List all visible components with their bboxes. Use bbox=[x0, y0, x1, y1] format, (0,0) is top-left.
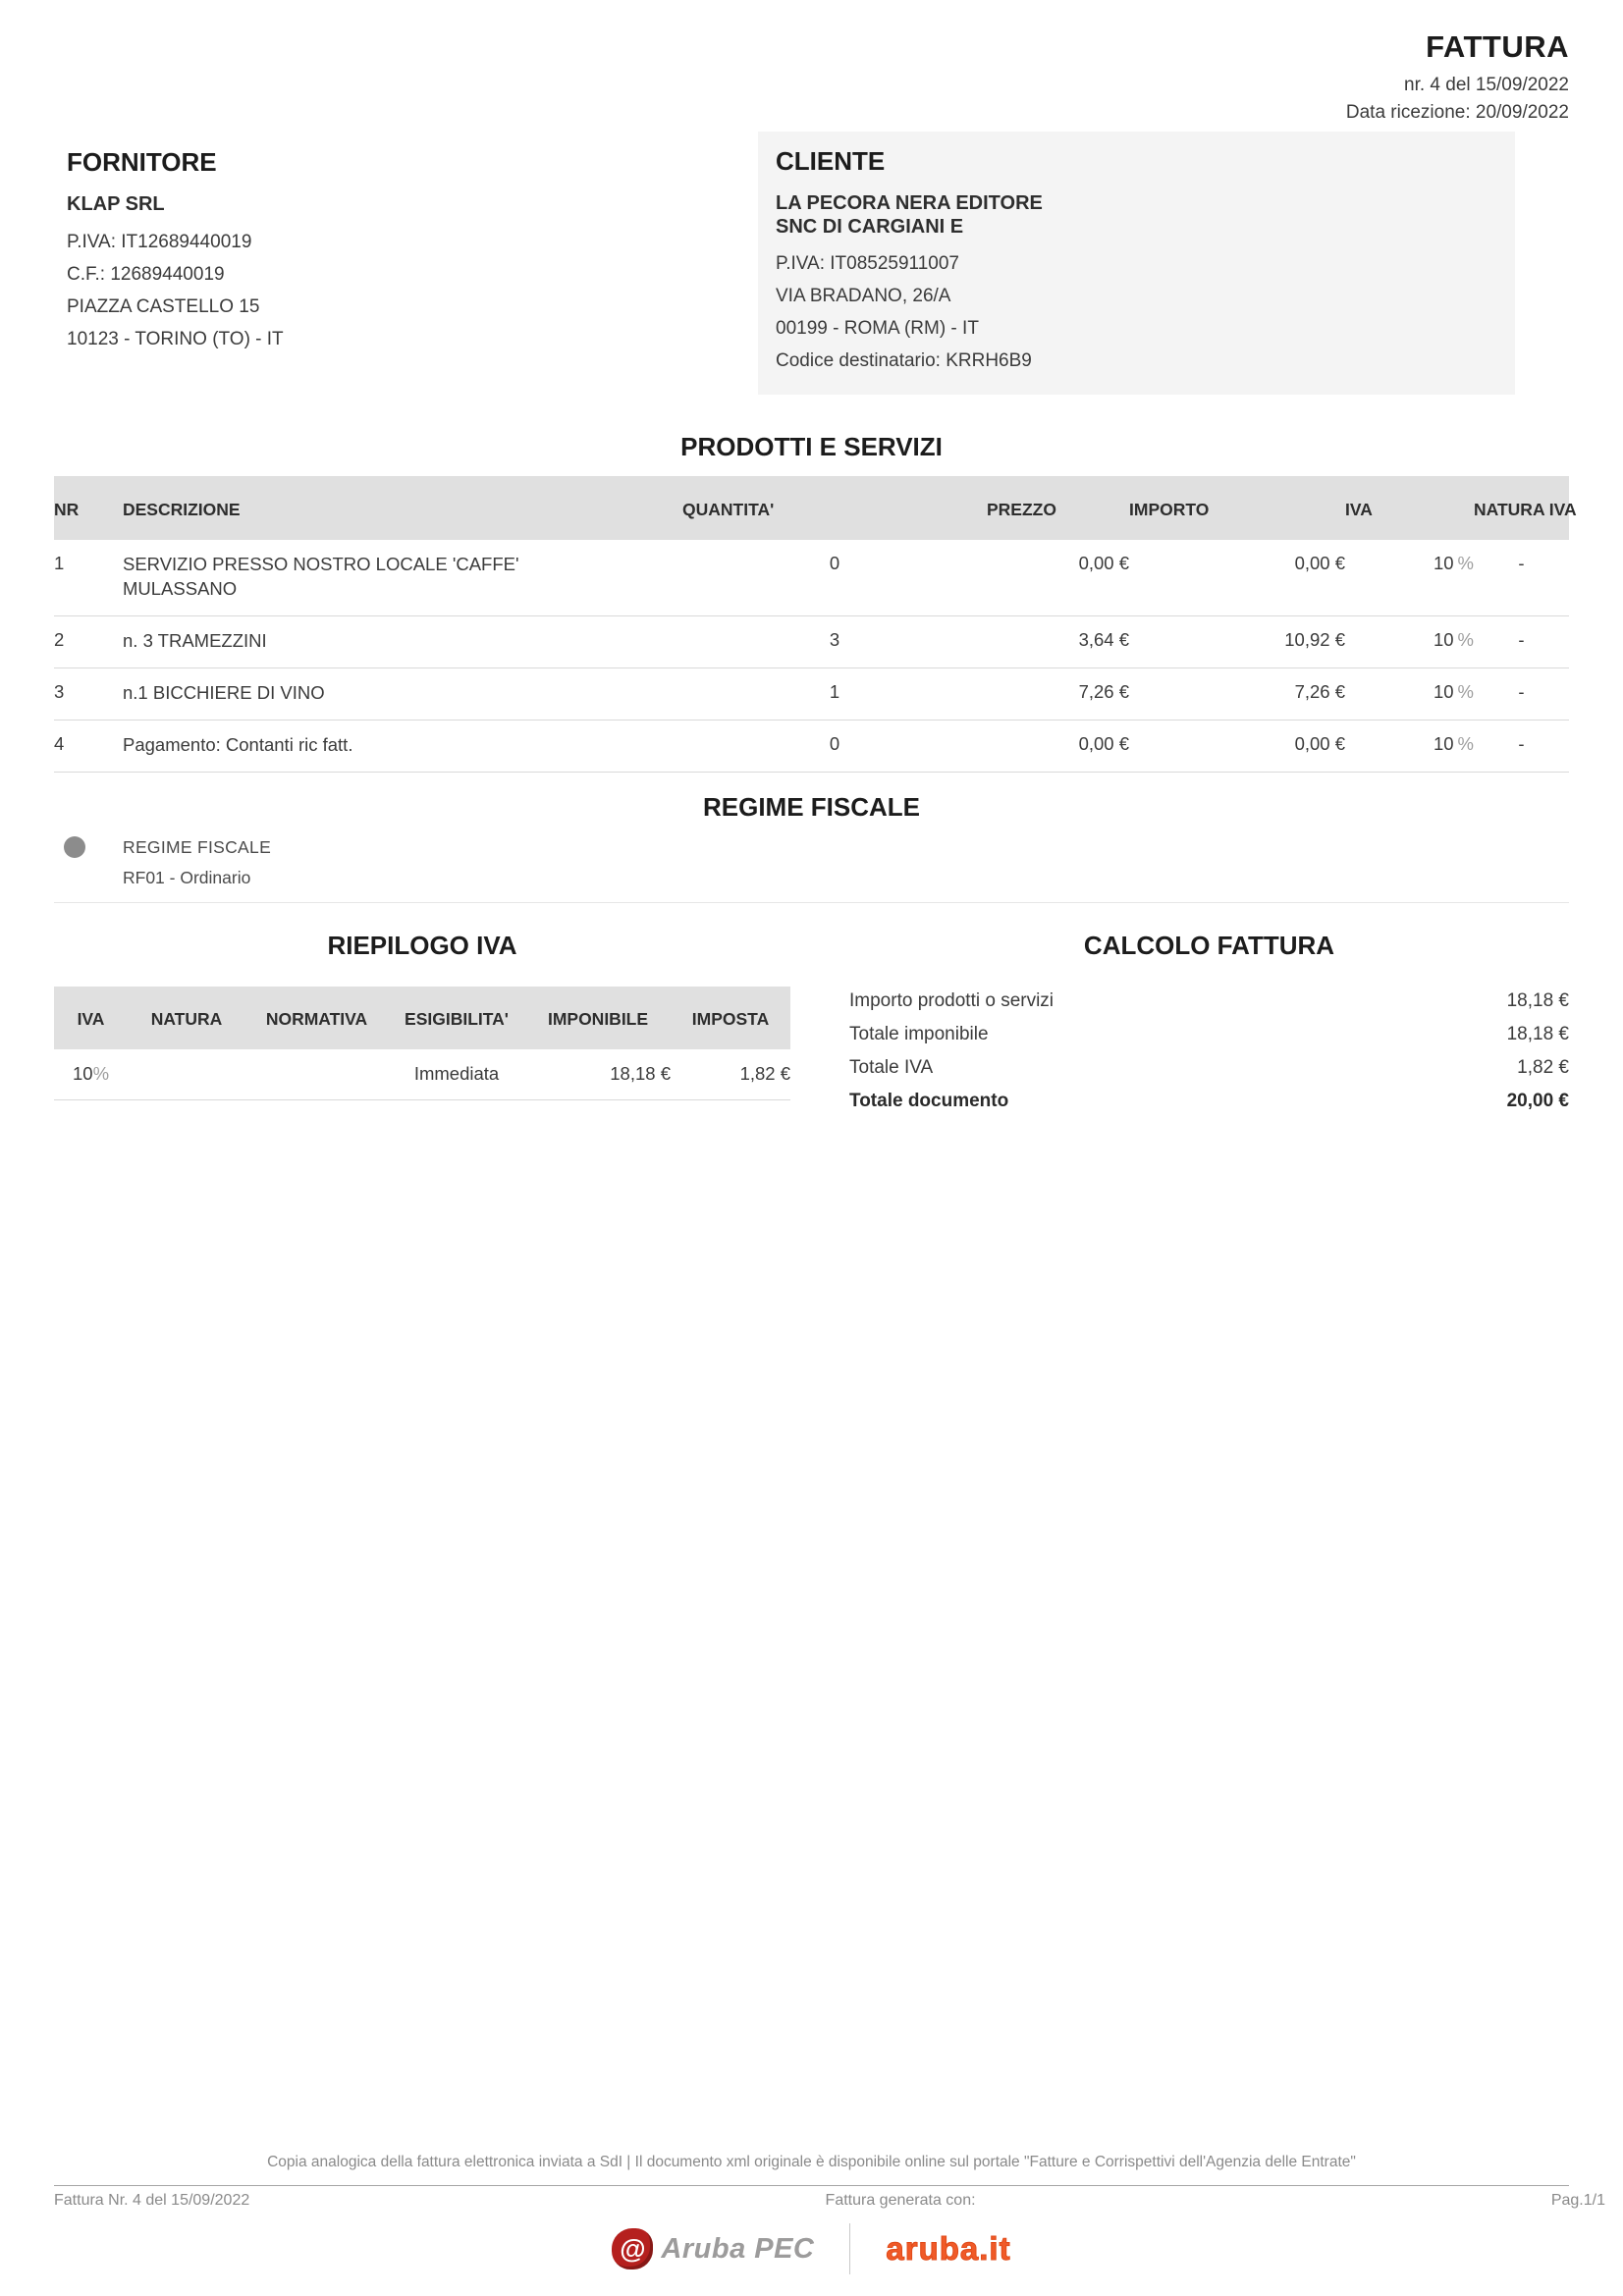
cell-iva: 10 % bbox=[1433, 553, 1474, 574]
cell-quantita: 3 bbox=[829, 629, 840, 651]
aruba-pec-logo bbox=[612, 2228, 814, 2269]
col-header-normativa: NORMATIVA bbox=[265, 1009, 368, 1030]
footer-invoice-ref: Fattura Nr. 4 del 15/09/2022 bbox=[54, 2192, 250, 2209]
supplier-block bbox=[54, 132, 741, 395]
aruba-pec-label: Aruba PEC bbox=[661, 2232, 815, 2265]
regime-section-title: REGIME FISCALE bbox=[702, 792, 920, 823]
cell-natura-iva: - bbox=[1518, 733, 1525, 755]
calc-label: Totale documento bbox=[849, 1091, 1009, 1112]
footer-logos bbox=[0, 2217, 1623, 2280]
supplier-heading: FORNITORE bbox=[67, 147, 217, 177]
calc-value: 20,00 € bbox=[1506, 1091, 1569, 1112]
riepilogo-title: RIEPILOGO IVA bbox=[327, 931, 517, 961]
cell-importo: 0,00 € bbox=[1294, 553, 1345, 574]
calcolo-fattura-block bbox=[849, 931, 1569, 1118]
calc-row-totale-imponibile bbox=[849, 1018, 1569, 1051]
table-row bbox=[54, 721, 1569, 773]
calc-value: 18,18 € bbox=[1506, 990, 1569, 1012]
cell-nr: 1 bbox=[54, 553, 65, 574]
table-row bbox=[54, 616, 1569, 668]
calc-label: Importo prodotti o servizi bbox=[849, 990, 1055, 1012]
regime-label: REGIME FISCALE bbox=[123, 836, 272, 857]
riepilogo-table bbox=[54, 987, 790, 1100]
calc-row-totale-documento bbox=[849, 1085, 1569, 1118]
riepilogo-iva-block bbox=[54, 931, 790, 1118]
document-title: FATTURA bbox=[1426, 29, 1569, 64]
reception-date-line: Data ricezione: 20/09/2022 bbox=[1345, 102, 1569, 123]
cell-esigibilita: Immediata bbox=[413, 1063, 500, 1085]
col-header-imposta: IMPOSTA bbox=[691, 1009, 770, 1030]
col-header-iva: IVA bbox=[77, 1009, 105, 1030]
riepilogo-header-row bbox=[54, 987, 790, 1049]
customer-city: 00199 - ROMA (RM) - IT bbox=[776, 318, 979, 340]
cell-prezzo: 0,00 € bbox=[1078, 733, 1129, 755]
customer-vat: P.IVA: IT08525911007 bbox=[776, 253, 959, 275]
cell-iva: 10 % bbox=[1433, 629, 1474, 651]
cell-prezzo: 7,26 € bbox=[1078, 681, 1129, 703]
col-header-prezzo: PREZZO bbox=[987, 500, 1056, 520]
cell-iva: 10 % bbox=[1433, 733, 1474, 755]
cell-normativa bbox=[245, 1049, 388, 1100]
col-header-esigibilita: ESIGIBILITA' bbox=[405, 1009, 509, 1030]
supplier-fiscal-code: C.F.: 12689440019 bbox=[67, 263, 225, 285]
cell-natura bbox=[128, 1049, 245, 1100]
footer-divider bbox=[54, 2185, 1569, 2186]
cell-importo: 0,00 € bbox=[1294, 733, 1345, 755]
logo-divider bbox=[849, 2223, 850, 2274]
cell-quantita: 1 bbox=[829, 681, 840, 703]
cell-prezzo: 0,00 € bbox=[1078, 553, 1129, 574]
table-row bbox=[54, 668, 1569, 721]
cell-nr: 2 bbox=[54, 629, 65, 651]
aruba-it-logo: aruba.it bbox=[886, 2230, 1011, 2267]
page-footer bbox=[0, 2154, 1623, 2280]
col-header-natura: NATURA bbox=[150, 1009, 223, 1030]
regime-block bbox=[54, 836, 1569, 903]
col-header-quantita: QUANTITA' bbox=[682, 500, 775, 520]
cell-prezzo: 3,64 € bbox=[1078, 629, 1129, 651]
col-header-nr: NR bbox=[54, 500, 80, 520]
col-header-natura-iva: NATURA IVA bbox=[1474, 500, 1577, 520]
col-header-iva: IVA bbox=[1345, 500, 1373, 520]
cell-importo: 7,26 € bbox=[1294, 681, 1345, 703]
summary-section bbox=[54, 931, 1569, 1118]
cell-imposta: 1,82 € bbox=[739, 1063, 790, 1085]
col-header-importo: IMPORTO bbox=[1129, 500, 1210, 520]
products-table bbox=[54, 476, 1577, 773]
cell-descrizione: n.1 BICCHIERE DI VINO bbox=[123, 682, 325, 704]
disclaimer-text: Copia analogica della fattura elettronica inviata a SdI | Il documento xml originale è disponibile online sul portale "Fatture e Corrispettivi dell'Agenzia delle Entrate" bbox=[267, 2154, 1356, 2170]
cell-natura-iva: - bbox=[1518, 681, 1525, 703]
supplier-address: PIAZZA CASTELLO 15 bbox=[67, 295, 260, 317]
cell-imponibile: 18,18 € bbox=[610, 1063, 671, 1085]
calc-value: 1,82 € bbox=[1517, 1057, 1569, 1079]
products-header-row bbox=[54, 476, 1569, 540]
supplier-vat: P.IVA: IT12689440019 bbox=[67, 231, 252, 252]
invoice-number-line: nr. 4 del 15/09/2022 bbox=[1404, 75, 1569, 95]
calc-row-totale-iva bbox=[849, 1051, 1569, 1085]
supplier-city: 10123 - TORINO (TO) - IT bbox=[67, 328, 284, 349]
col-header-descrizione: DESCRIZIONE bbox=[123, 500, 241, 520]
cell-nr: 4 bbox=[54, 733, 65, 755]
products-section-title: PRODOTTI E SERVIZI bbox=[680, 432, 943, 462]
cell-natura-iva: - bbox=[1518, 629, 1525, 651]
footer-page-number: Pag.1/1 bbox=[1550, 2192, 1605, 2209]
at-icon: @ bbox=[612, 2228, 653, 2269]
footer-generated-with: Fattura generata con: bbox=[825, 2192, 976, 2209]
cell-natura-iva: - bbox=[1518, 553, 1525, 574]
calc-label: Totale IVA bbox=[849, 1057, 934, 1079]
calc-value: 18,18 € bbox=[1506, 1024, 1569, 1045]
customer-block bbox=[758, 132, 1515, 395]
cell-descrizione: Pagamento: Contanti ric fatt. bbox=[123, 734, 353, 756]
cell-importo: 10,92 € bbox=[1284, 629, 1345, 651]
cell-nr: 3 bbox=[54, 681, 65, 703]
table-row bbox=[54, 540, 1569, 615]
customer-heading: CLIENTE bbox=[776, 146, 886, 176]
col-header-imponibile: IMPONIBILE bbox=[547, 1009, 649, 1030]
parties-section bbox=[54, 132, 1569, 395]
cell-quantita: 0 bbox=[829, 733, 840, 755]
calcolo-title: CALCOLO FATTURA bbox=[1083, 931, 1335, 961]
cell-iva: 10 % bbox=[1433, 681, 1474, 703]
bullet-icon bbox=[64, 836, 85, 858]
document-header bbox=[54, 0, 1569, 124]
customer-address: VIA BRADANO, 26/A bbox=[776, 286, 951, 307]
customer-recipient-code: Codice destinatario: KRRH6B9 bbox=[776, 350, 1032, 372]
customer-name: LA PECORA NERA EDITORE SNC DI CARGIANI E bbox=[776, 192, 1043, 238]
cell-descrizione: n. 3 TRAMEZZINI bbox=[123, 630, 267, 652]
cell-iva: 10% bbox=[72, 1063, 110, 1085]
regime-value: RF01 - Ordinario bbox=[123, 868, 251, 888]
calc-label: Totale imponibile bbox=[849, 1024, 989, 1045]
calc-row-importo-prodotti bbox=[849, 985, 1569, 1018]
supplier-name: KLAP SRL bbox=[67, 193, 165, 215]
riepilogo-row bbox=[54, 1049, 790, 1100]
cell-descrizione: SERVIZIO PRESSO NOSTRO LOCALE 'CAFFE' MULASSANO bbox=[123, 554, 519, 600]
cell-quantita: 0 bbox=[829, 553, 840, 574]
